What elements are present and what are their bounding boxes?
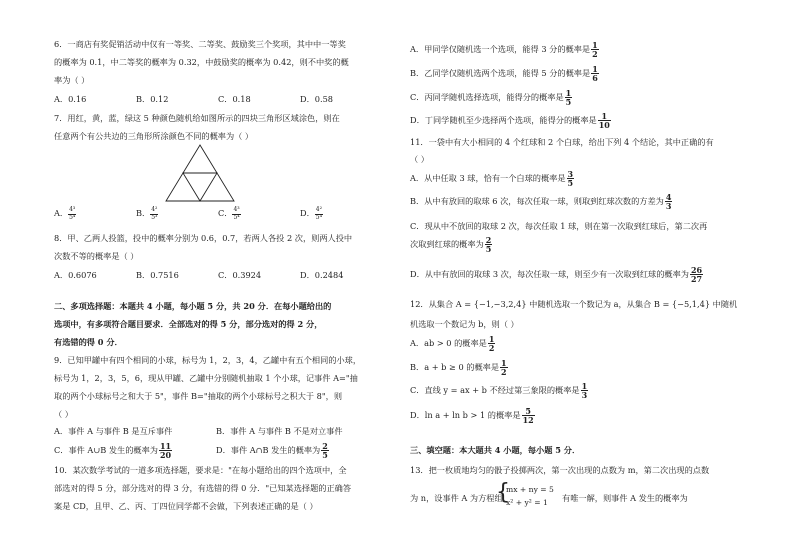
q9-line1: 9．已知甲罐中有四个相同的小球，标号为 1，2，3，4，乙罐中有五个相同的小球， (54, 355, 362, 365)
q6-line1: 6．一商店有奖促销活动中仅有一等奖、二等奖、鼓励奖三个奖项，其中中一等奖 (54, 39, 346, 49)
q9-option-d: D．事件 A∩B 发生的概率为 $\frac{2}{5}$ (216, 441, 328, 461)
q7-option-a: A． $\frac{\text{4³}}{\text{5⁴}}$ (54, 206, 76, 221)
q6-option-b: B．0.12 (136, 94, 169, 104)
q7-option-c: C． $\frac{\text{4³}}{\text{5⁴}}$ (218, 206, 240, 221)
q12-option-c: C．直线 y = ax + b 不经过第三象限的概率是 $\frac{1}{3}$ (410, 381, 588, 401)
q7-line2: 任意两个有公共边的三角形所涂颜色不同的概率为（ ） (54, 131, 254, 141)
q6-option-c: C．0.18 (218, 94, 251, 104)
q13-line2-end: 有唯一解，则事件 A 发生的概率为 (562, 493, 688, 503)
q8-option-d: D．0.2484 (300, 270, 344, 280)
q10-line1: 10．某次数学考试的一道多项选择题，要求是："在每小题给出的四个选项中，全 (54, 465, 347, 475)
q11-option-c-line2: 次取到红球的概率为 $\frac{2}{5}$ (410, 235, 492, 255)
q12-option-d: D．ln a + ln b > 1 的概率是 $\frac{5}{12}$ (410, 406, 534, 426)
q12-option-a: A．ab > 0 的概率是 $\frac{1}{2}$ (410, 334, 495, 354)
q12-line1: 12．从集合 A = {−1,−3,2,4} 中随机选取一个数记为 a，从集合 B = {−5,1,4} 中随机 (410, 299, 738, 309)
q8-option-c: C．0.3924 (218, 270, 262, 280)
q7-line1: 7．用红，黄，蓝，绿这 5 种颜色随机给如图所示的四块三角形区域涂色，则在 (54, 113, 340, 123)
equation-2: x² + y² = 1 (506, 498, 548, 507)
q11-option-c-line1: C．现从中不放回的取球 2 次，每次任取 1 球，则在第一次取到红球后，第二次再 (410, 221, 708, 231)
q9-option-c: C．事件 A∪B 发生的概率为 $\frac{11}{20}$ (54, 441, 172, 461)
equation-brace: { (496, 480, 510, 505)
q11-line2: （ ） (410, 154, 429, 164)
q9-option-b: B．事件 A 与事件 B 不是对立事件 (216, 426, 343, 436)
q8-line2: 次数不等的概率是（ ） (54, 251, 139, 261)
q9-line4: （ ） (54, 409, 73, 419)
q9-line2: 标号为 1，2，3，5，6，现从甲罐、乙罐中分别随机抽取 1 个小球，记事件 A="抽 (54, 373, 358, 383)
q10-option-c: C．丙同学随机选择选项，能得分的概率是 $\frac{1}{5}$ (410, 88, 572, 108)
q10-line3: 案是 CD，且甲、乙、丙、丁四位同学都不会做，下列表述正确的是（ ） (54, 501, 318, 511)
q7-option-d: D． $\frac{\text{4²}}{\text{5⁴}}$ (300, 206, 322, 221)
q13-line2-start: 为 n，设事件 A 为方程组 (410, 493, 503, 503)
section2-heading-line1: 二、多项选择题：本题共 4 小题，每小题 5 分，共 20 分．在每小题给出的 (54, 301, 332, 311)
q11-option-d: D．从中有放回的取球 3 次，每次任取一球，则至少有一次取到红球的概率为 $\frac{26}{27}$ (410, 265, 703, 285)
q7-option-b: B． $\frac{\text{4²}}{\text{5³}}$ (136, 206, 158, 221)
q8-option-a: A．0.6076 (54, 270, 97, 280)
q8-line1: 8．甲、乙两人投篮，投中的概率分别为 0.6，0.7，若两人各投 2 次，则两人投中 (54, 233, 353, 243)
triangle-figure (164, 143, 236, 203)
q12-option-b: B．a + b ≥ 0 的概率是 $\frac{1}{2}$ (410, 358, 507, 378)
q11-line1: 11．一袋中有大小相同的 4 个红球和 2 个白球，给出下列 4 个结论，其中正确的有 (410, 137, 714, 147)
q6-line3: 率为（ ） (54, 75, 90, 85)
q12-line2: 机选取一个数记为 b，则（ ） (410, 319, 519, 329)
q6-line2: 的概率为 0.1，中二等奖的概率为 0.32，中鼓励奖的概率为 0.42，则不中奖的概 (54, 57, 349, 67)
q10-option-a: A．甲同学仅随机选一个选项，能得 3 分的概率是 $\frac{1}{2}$ (410, 40, 598, 60)
q9-option-a: A．事件 A 与事件 B 是互斥事件 (54, 426, 173, 436)
q10-option-b: B．乙同学仅随机选两个选项，能得 5 分的概率是 $\frac{1}{6}$ (410, 64, 598, 84)
section3-heading: 三、填空题：本大题共 4 小题，每小题 5 分． (410, 445, 581, 455)
q10-option-d: D．丁同学随机至少选择两个选项，能得分的概率是 $\frac{1}{10}$ (410, 111, 610, 131)
q11-option-a: A．从中任取 3 球，恰有一个白球的概率是 $\frac{3}{5}$ (410, 169, 574, 189)
q6-option-a: A．0.16 (54, 94, 87, 104)
q10-line2: 部选对的得 5 分，部分选对的得 3 分，有选错的得 0 分．"已知某选择题的正确答 (54, 483, 352, 493)
q8-option-b: B．0.7516 (136, 270, 179, 280)
section2-heading-line3: 有选错的得 0 分． (54, 337, 123, 347)
q11-option-b: B．从中有放回的取球 6 次，每次任取一球，则取到红球次数的方差为 $\frac{4}{3}$ (410, 192, 672, 212)
equation-1: mx + ny = 5 (506, 485, 554, 494)
section2-heading-line2: 选项中，有多项符合题目要求．全部选对的得 5 分，部分选对的得 2 分， (54, 319, 323, 329)
q9-line3: 取的两个小球标号之和大于 5"，事件 B="抽取的两个小球标号之积大于 8"，则 (54, 391, 343, 401)
q6-option-d: D．0.58 (300, 94, 333, 104)
q13-line1: 13．把一枚质地均匀的骰子投掷两次，第一次出现的点数为 m，第二次出现的点数 (410, 465, 710, 475)
